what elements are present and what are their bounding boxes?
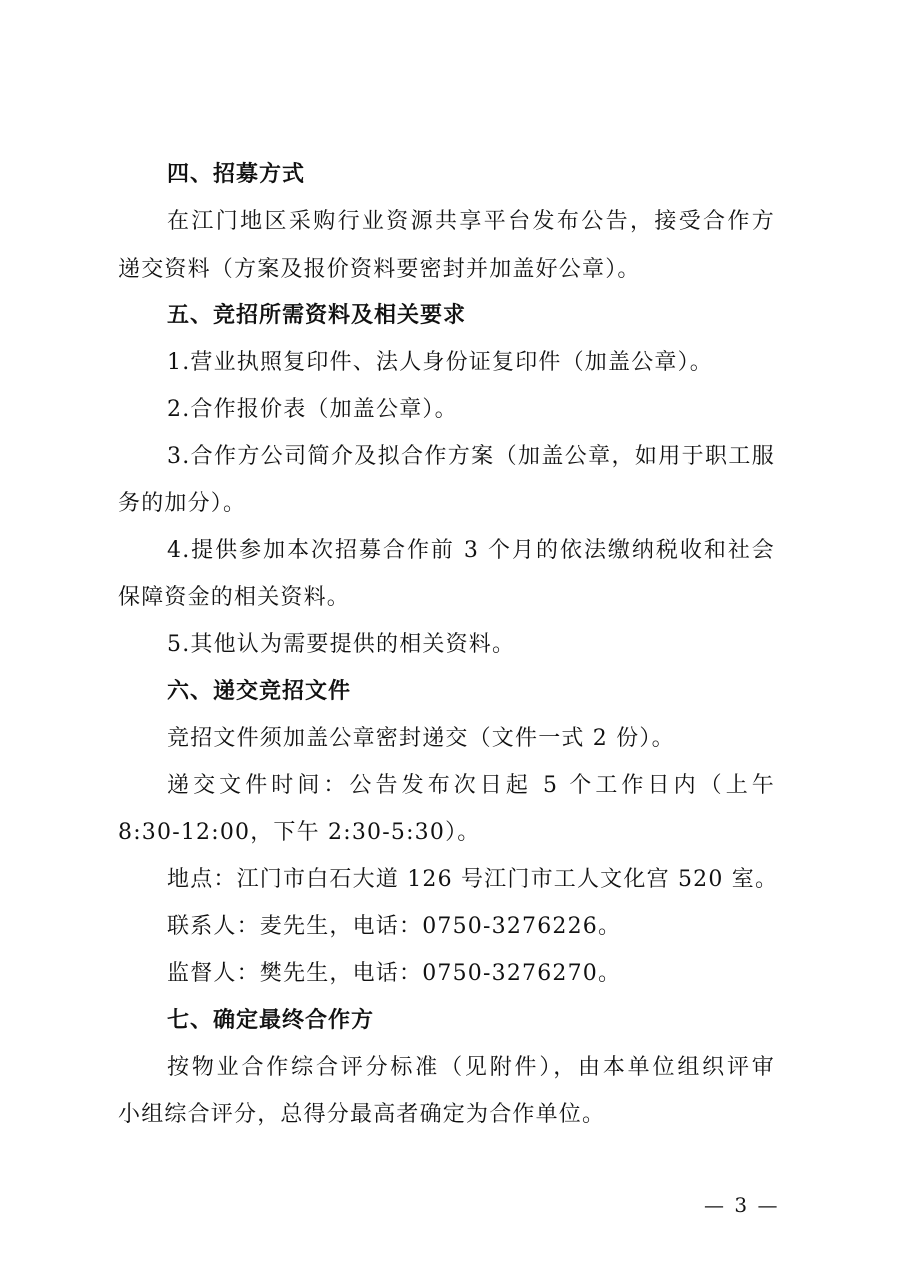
requirement-item-4-line-2: 保障资金的相关资料。	[118, 585, 351, 610]
section-heading-6: 六、递交竞招文件	[167, 679, 352, 704]
selection-paragraph-line-1: 按物业合作综合评分标准（见附件），由本单位组织评审	[167, 1055, 775, 1080]
section-4-paragraph-line-2: 递交资料（方案及报价资料要密封并加盖好公章）。	[118, 257, 641, 282]
requirement-item-2: 2.合作报价表（加盖公章）。	[167, 397, 458, 422]
section-heading-5: 五、竞招所需资料及相关要求	[167, 303, 467, 328]
submission-time-line-1: 递交文件时间：公告发布次日起 5 个工作日内（上午	[167, 773, 775, 798]
page-number: — 3 —	[704, 1193, 780, 1217]
requirement-item-1: 1.营业执照复印件、法人身份证复印件（加盖公章）。	[167, 350, 713, 375]
submission-copies-note: 竞招文件须加盖公章密封递交（文件一式 2 份）。	[167, 726, 675, 751]
contact-person: 联系人：麦先生，电话：0750-3276226。	[167, 914, 622, 939]
section-heading-4: 四、招募方式	[167, 162, 306, 187]
section-4-paragraph-line-1: 在江门地区采购行业资源共享平台发布公告，接受合作方	[167, 209, 775, 234]
submission-location: 地点：江门市白石大道 126 号江门市工人文化宫 520 室。	[167, 867, 779, 892]
submission-time-line-2: 8:30-12:00，下午 2:30-5:30）。	[118, 820, 481, 845]
requirement-item-5: 5.其他认为需要提供的相关资料。	[167, 632, 516, 657]
requirement-item-4-line-1: 4.提供参加本次招募合作前 3 个月的依法缴纳税收和社会	[167, 538, 775, 563]
requirement-item-3-line-1: 3.合作方公司简介及拟合作方案（加盖公章，如用于职工服	[167, 444, 775, 469]
requirement-item-3-line-2: 务的加分）。	[118, 491, 247, 516]
selection-paragraph-line-2: 小组综合评分，总得分最高者确定为合作单位。	[118, 1102, 606, 1127]
section-heading-7: 七、确定最终合作方	[167, 1008, 375, 1033]
supervisor-person: 监督人：樊先生，电话：0750-3276270。	[167, 961, 622, 986]
